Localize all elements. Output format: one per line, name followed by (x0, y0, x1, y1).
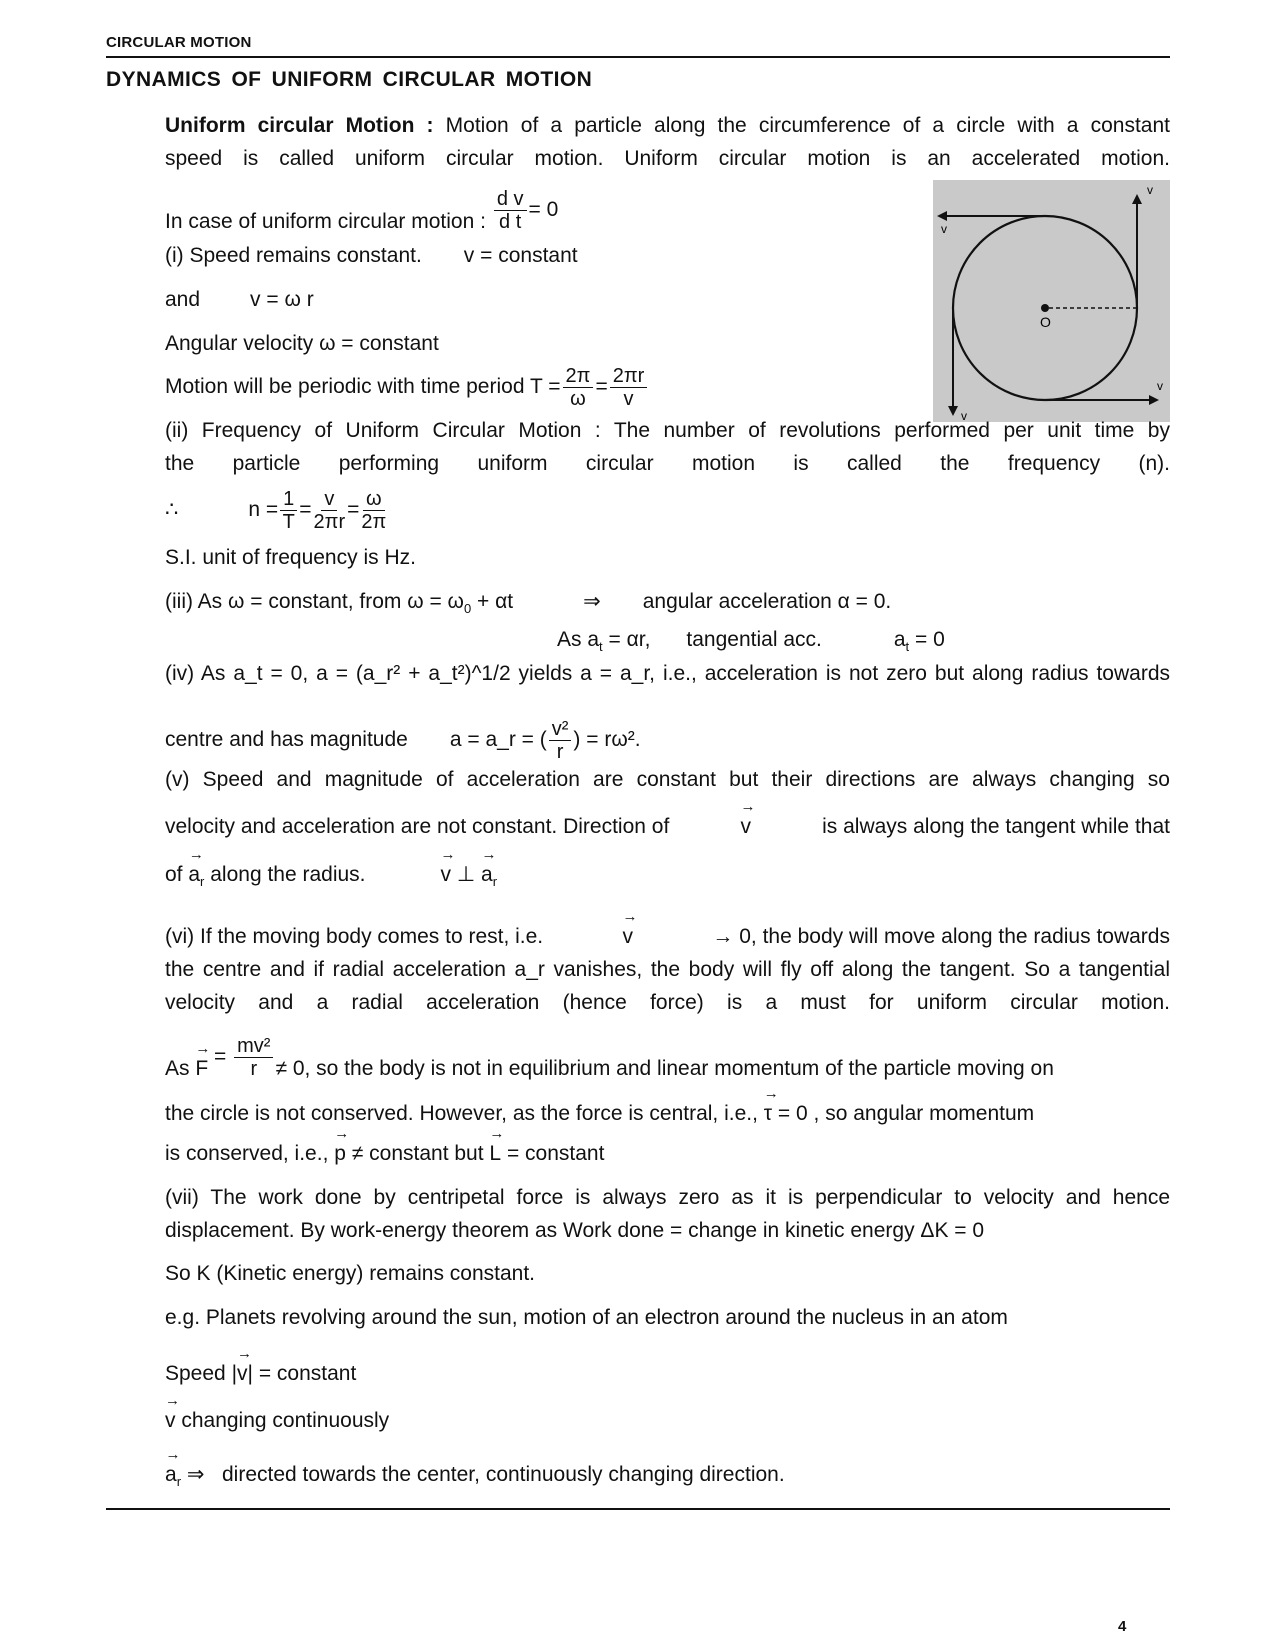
speed-constant-line: (i) Speed remains constant. v = constant (165, 244, 578, 267)
work-line-1: (vii) The work done by centripetal force is always zero as it is perpendicular to velocity and hence (165, 1186, 1170, 1209)
speed-constant-summary: Speed |→ v| = constant (165, 1361, 356, 1387)
footer-rule (106, 1508, 1170, 1510)
kinetic-energy-line: So K (Kinetic energy) remains constant. (165, 1262, 536, 1285)
circular-motion-diagram (933, 180, 1170, 422)
center-label: O (1040, 314, 1051, 330)
angular-accel-line: (iii) As ω = constant, from $\omega = \omega_0 + \alpha t$ ⇒ angular acceleration α = 0. (165, 590, 892, 617)
svg-text:v: v (941, 222, 947, 236)
definition-line-1: Uniform circular Motion : Motion of a particle along the circumference of a circle with a constant (165, 114, 1170, 137)
frequency-line-2: the particle performing uniform circular motion is called the frequency (n). (165, 452, 1170, 475)
direction-line-2: velocity and acceleration are not constant. Direction of → v is always along the tangent while that (165, 814, 1170, 840)
header-rule (106, 56, 1170, 58)
dv-dt-fraction: $\frac{\text{d v}}{\text{d t}}$ (494, 188, 527, 233)
momentum-line-2: is conserved, i.e., → p ≠ constant but → L = constant (165, 1141, 604, 1167)
direction-line-1: (v) Speed and magnitude of acceleration are constant but their directions are always changing so (165, 768, 1170, 791)
running-header: CIRCULAR MOTION (106, 34, 252, 51)
page-number: 4 (1118, 1618, 1127, 1635)
direction-line-3: of → $a_r$ along the radius. → v ⊥ → $a_r$ (165, 862, 497, 895)
frequency-formula: ∴ n = $\frac{1}{T}$ = $\frac{v}{2\pi r}$ = $\frac{\omega}{2\pi}$ (165, 488, 387, 533)
force-line: As → F = $\frac{\text{mv²}}{r}$ ≠ 0, so the body is not in equilibrium and linear momentum of the particle moving on (165, 1035, 1170, 1080)
uniform-case-line: In case of uniform circular motion : $\frac{\text{d v}}{\text{d t}}$ = 0 (165, 188, 559, 234)
si-unit-line: S.I. unit of frequency is Hz. (165, 546, 416, 569)
svg-text:v: v (1147, 183, 1153, 197)
svg-text:v: v (961, 409, 967, 422)
time-period-line: Motion will be periodic with time period T = $\frac{2\pi}{\omega}$ = $\frac{2\pi r}{v}$ (165, 365, 649, 410)
frequency-line-1: (ii) Frequency of Uniform Circular Motion : The number of revolutions performed per unit time by (165, 419, 1170, 442)
svg-text:v: v (1157, 379, 1163, 393)
v-omega-r-line: and v = ω r (165, 288, 314, 311)
work-line-2: displacement. By work-energy theorem as Work done = change in kinetic energy ΔK = 0 (165, 1219, 985, 1242)
section-title: DYNAMICS OF UNIFORM CIRCULAR MOTION (106, 68, 593, 91)
rest-line-3: velocity and a radial acceleration (hence force) is a must for uniform circular motion. (165, 991, 1170, 1014)
examples-line: e.g. Planets revolving around the sun, motion of an electron around the nucleus in an atom (165, 1306, 1008, 1329)
rest-line-2: the centre and if radial acceleration a_r vanishes, the body will fly off along the tangent. So a tangential (165, 958, 1170, 981)
definition-line-2: speed is called uniform circular motion. Uniform circular motion is an accelerated motion. (165, 147, 1170, 170)
angular-velocity-line: Angular velocity ω = constant (165, 332, 439, 355)
centripetal-line-1: (iv) As a_t = 0, a = (a_r² + a_t²)^1/2 yields a = a_r, i.e., acceleration is not zero but along radius towards (165, 662, 1170, 685)
momentum-line-1: the circle is not conserved. However, as the force is central, i.e., → τ = 0 , so angular momentum (165, 1101, 1034, 1127)
acceleration-direction-summary: → $a_r$ ⇒ directed towards the center, continuously changing direction. (165, 1462, 785, 1495)
definition-term: Uniform circular Motion : (165, 114, 434, 137)
centripetal-line-2: centre and has magnitude a = a_r = ( $\frac{\text{v²}}{r}$ ) = rω². (165, 718, 641, 763)
rest-line-1: (vi) If the moving body comes to rest, i.e. → v → 0, the body will move along the radius towards (165, 924, 1170, 950)
velocity-changing-summary: → v changing continuously (165, 1408, 389, 1434)
tangential-accel-line: As $a_t = \alpha r$, tangential acc. $a_t = 0$ (557, 628, 945, 655)
